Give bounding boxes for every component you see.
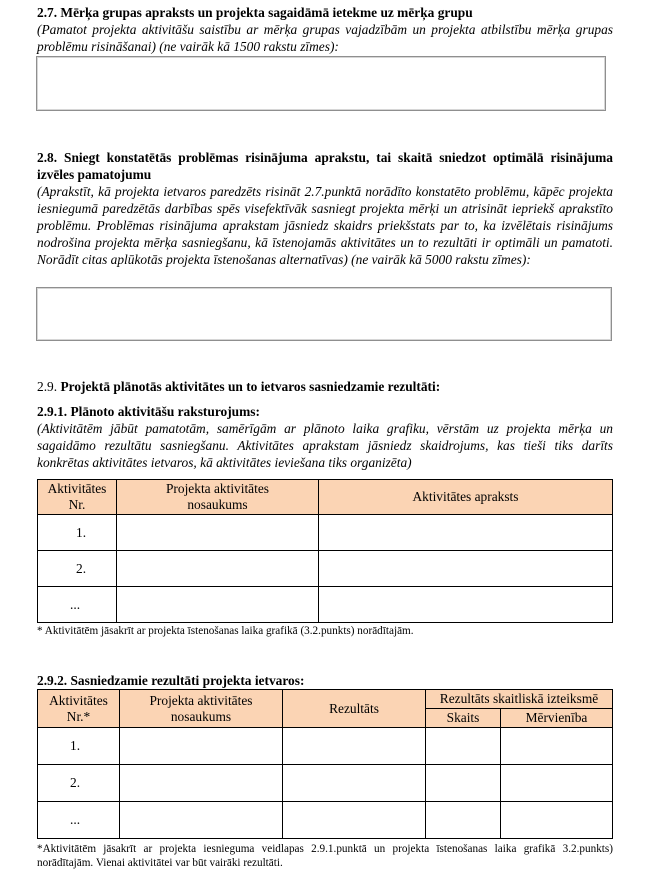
section-2-8-answer-box[interactable] xyxy=(36,287,612,341)
result-cell[interactable] xyxy=(283,765,426,802)
result-number-cell: 1. xyxy=(38,728,120,765)
results-col-numeric: Rezultāts skaitliskā izteiksmē xyxy=(426,690,613,709)
section-2-8-instructions: (Aprakstīt, kā projekta ietvaros paredzēts risināt 2.7.punktā norādīto konstatēto problēmu, kāpēc projekta iesniegumā paredzētās darbības spēs visefektīvāk sasniegt projekta mērķi un atrisināt iepriekš aprakstīto problēmu. Problēmas risinājuma aprakstam jāsniedz skaidrs priekšstats par to, ka izvēlētais risinājums nodrošina projekta mērķa sasniegšanu, kā īstenojamās aktivitātes un to rezultāti ir optimāli un pamatoti. Norādīt citas aplūkotās projekta īstenošanas alternatīvas) (ne vairāk kā 5000 rakstu zīmes): xyxy=(37,184,613,267)
table-row xyxy=(38,551,613,587)
table-row xyxy=(38,802,613,839)
activities-col-name: Projekta aktivitātes nosaukums xyxy=(117,480,319,515)
activity-number-cell: 2. xyxy=(38,551,117,587)
result-count-cell[interactable] xyxy=(426,728,501,765)
activities-col-description: Aktivitātes apraksts xyxy=(319,480,613,515)
results-col-number: Aktivitātes Nr.* xyxy=(38,690,120,728)
section-2-7-instructions: (Pamatot projekta aktivitāšu saistību ar mērķa grupas vajadzībām un projekta atbilstību mērķa grupas problēmu risināšanai) (ne vairāk kā 1500 rakstu zīmes): xyxy=(37,22,613,54)
result-name-cell[interactable] xyxy=(120,802,283,839)
results-table xyxy=(37,689,613,839)
activity-number-cell: 1. xyxy=(38,515,117,551)
table-row xyxy=(38,728,613,765)
activity-number-cell: ... xyxy=(38,587,117,623)
result-unit-cell[interactable] xyxy=(501,802,613,839)
activities-col-number: Aktivitātes Nr. xyxy=(38,480,117,515)
activity-name-cell[interactable] xyxy=(117,587,319,623)
activities-table-footnote: * Aktivitātēm jāsakrīt ar projekta īstenošanas laika grafikā (3.2.punkts) norādītajām. xyxy=(37,625,414,637)
activity-description-cell[interactable] xyxy=(319,515,613,551)
table-row xyxy=(38,515,613,551)
activities-table xyxy=(37,479,613,623)
section-2-8-heading: 2.8. Sniegt konstatētās problēmas risinājuma aprakstu, tai skaitā sniedzot optimālā risinājuma izvēles pamatojumu xyxy=(37,150,613,182)
section-2-9-heading: Projektā plānotās aktivitātes un to ietvaros sasniedzamie rezultāti: xyxy=(60,379,441,394)
result-cell[interactable] xyxy=(283,728,426,765)
results-col-unit: Mērvienība xyxy=(501,709,613,728)
section-2-7-heading: 2.7. Mērķa grupas apraksts un projekta sagaidāmā ietekme uz mērķa grupu xyxy=(37,5,473,20)
activity-description-cell[interactable] xyxy=(319,587,613,623)
results-table-footnote: *Aktivitātēm jāsakrīt ar projekta iesnieguma veidlapas 2.9.1.punktā un projekta īstenošanas laika grafikā 3.2.punkts) norādītajām. Vienai aktivitātei var būt vairāki rezultāti. xyxy=(37,843,613,869)
results-col-name: Projekta aktivitātes nosaukums xyxy=(120,690,283,728)
result-number-cell: ... xyxy=(38,802,120,839)
result-unit-cell[interactable] xyxy=(501,728,613,765)
activity-name-cell[interactable] xyxy=(117,515,319,551)
result-count-cell[interactable] xyxy=(426,802,501,839)
result-number-cell: 2. xyxy=(38,765,120,802)
results-col-result: Rezultāts xyxy=(283,690,426,728)
table-row xyxy=(38,587,613,623)
section-2-9-1-heading: 2.9.1. Plānoto aktivitāšu raksturojums: xyxy=(37,404,260,419)
section-2-9-1-instructions: (Aktivitātēm jābūt pamatotām, samērīgām ar plānoto laika grafiku, vērstām uz projekta mērķa un sagaidāmo rezultātu sasniegšanu. Aktivitātes aprakstam jāsniedz skaidrojums, kas tieši tiks darīts konkrētas aktivitātes ietvaros, kā aktivitātes ieviešana tiks organizēta) xyxy=(37,421,613,470)
activity-description-cell[interactable] xyxy=(319,551,613,587)
result-count-cell[interactable] xyxy=(426,765,501,802)
section-2-7-answer-box[interactable] xyxy=(36,56,606,111)
section-2-9-heading-row xyxy=(37,378,613,395)
result-cell[interactable] xyxy=(283,802,426,839)
results-col-count: Skaits xyxy=(426,709,501,728)
result-unit-cell[interactable] xyxy=(501,765,613,802)
result-name-cell[interactable] xyxy=(120,728,283,765)
section-2-9-number: 2.9. xyxy=(37,379,58,394)
result-name-cell[interactable] xyxy=(120,765,283,802)
activity-name-cell[interactable] xyxy=(117,551,319,587)
table-row xyxy=(38,765,613,802)
section-2-9-2-heading: 2.9.2. Sasniedzamie rezultāti projekta ietvaros: xyxy=(37,673,305,688)
